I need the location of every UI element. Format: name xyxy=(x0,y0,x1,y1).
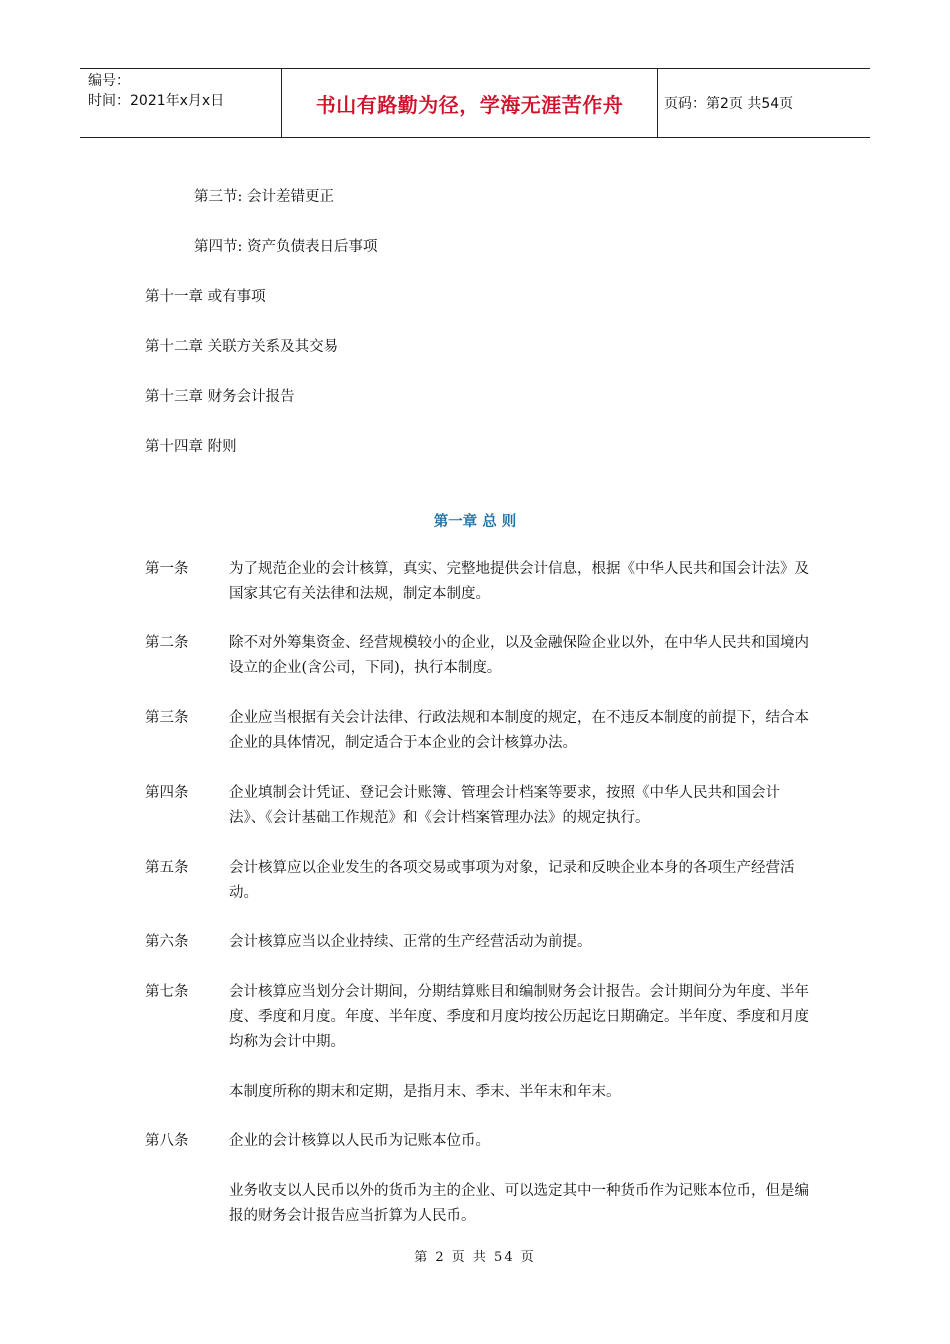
article-text: 除不对外筹集资金、经营规模较小的企业，以及金融保险企业以外，在中华人民共和国境内设立的企业(含公司，下同)，执行本制度。 xyxy=(229,635,809,676)
article-label: 第二条 xyxy=(145,635,189,651)
article-text: 会计核算应当划分会计期间，分期结算账目和编制财务会计报告。会计期间分为年度、半年度、季度和月度。年度、半年度、季度和月度均按公历起讫日期确定。半年度、季度和月度均称为会计中期。 xyxy=(229,984,809,1050)
toc-item: 第四节: 资产负债表日后事项 xyxy=(194,239,378,255)
article-text: 会计核算应当以企业持续、正常的生产经营活动为前提。 xyxy=(229,934,592,950)
paragraph: 业务收支以人民币以外的货币为主的企业、可以选定其中一种货币作为记账本位币，但是编报的财务会计报告应当折算为人民币。 xyxy=(229,1183,809,1224)
toc-item: 第十一章 或有事项 xyxy=(145,289,266,305)
toc-item: 第十四章 附则 xyxy=(145,439,237,455)
article-label: 第四条 xyxy=(145,785,189,801)
page-footer: 第 2 页 共 54 页 xyxy=(414,1250,536,1265)
article-text: 企业应当根据有关会计法律、行政法规和本制度的规定，在不违反本制度的前提下，结合本企业的具体情况，制定适合于本企业的会计核算办法。 xyxy=(229,710,809,751)
article-text: 会计核算应以企业发生的各项交易或事项为对象，记录和反映企业本身的各项生产经营活动。 xyxy=(229,860,795,901)
number-label: 编号： xyxy=(88,73,130,89)
article-text: 企业填制会计凭证、登记会计账簿、管理会计档案等要求，按照《中华人民共和国会计法》、《会计基础工作规范》和《会计档案管理办法》的规定执行。 xyxy=(229,785,780,826)
toc-item: 第十二章 关联方关系及其交易 xyxy=(145,339,339,355)
article-label: 第八条 xyxy=(145,1133,189,1149)
time-label: 时间：2021年x月x日 xyxy=(88,93,225,109)
article-label: 第六条 xyxy=(145,934,189,950)
paragraph: 本制度所称的期末和定期，是指月末、季末、半年末和年末。 xyxy=(229,1084,621,1100)
article-label: 第一条 xyxy=(145,561,189,577)
article-text: 企业的会计核算以人民币为记账本位币。 xyxy=(229,1133,490,1149)
chapter-title: 第一章 总 则 xyxy=(433,514,517,530)
article-label: 第七条 xyxy=(145,984,189,1000)
article-label: 第五条 xyxy=(145,860,189,876)
page-header xyxy=(80,68,870,138)
article-text: 为了规范企业的会计核算，真实、完整地提供会计信息，根据《中华人民共和国会计法》及国家其它有关法律和法规，制定本制度。 xyxy=(229,561,809,602)
header-motto: 书山有路勤为径，学海无涯苦作舟 xyxy=(282,69,658,137)
header-page-label: 页码：第2页 共54页 xyxy=(664,96,794,112)
header-info xyxy=(80,69,282,137)
article-label: 第三条 xyxy=(145,710,189,726)
toc-item: 第十三章 财务会计报告 xyxy=(145,389,295,405)
toc-item: 第三节: 会计差错更正 xyxy=(194,189,334,205)
